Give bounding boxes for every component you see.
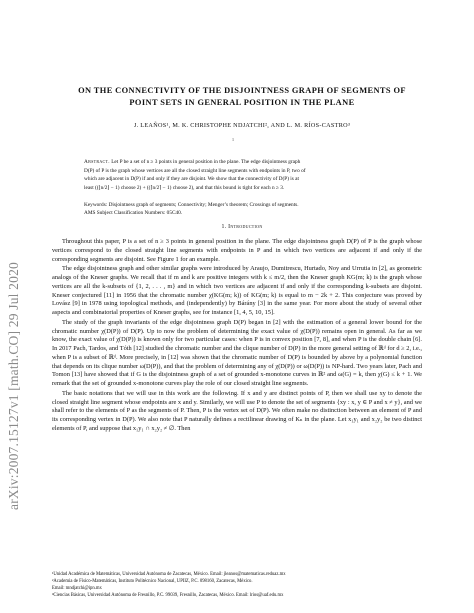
abstract-line-3: which are adjacent in D(P) if and only if they are disjoint. We show that the connectivity of D(P) is at bbox=[84, 176, 299, 183]
arxiv-identifier bbox=[6, 40, 20, 510]
abstract-line-2: D(P) of P is the graph whose vertices are all the closed straight line segments with endpoints in P, two of bbox=[84, 167, 306, 174]
abstract-line-1: Let P be a set of n ≥ 3 points in general position in the plane. The edge disjointness graph bbox=[111, 159, 301, 165]
title-line-2: POINT SETS IN GENERAL POSITION IN THE PLANE bbox=[129, 98, 355, 107]
paragraph-4: The basic notations that we will use in this work are the following. If x and y are distinct points of P, then we shall use xy to denote the closed straight line segment whose endpoints are x and y. Similarly, we will use P to denote the set of segments {xy : x, y ∈ P and x ≠ y}, and we shall refer to the elements of P as the segments of P. Then, P is the vertex set of D(P). We often make no distinction between an element of P and its corresponding vertex in D(P). We also note that P naturally defines a rectilinear drawing of Kₙ in the plane. Let x₁y₁ and x₂y₂ be two distinct elements of P, and suppose that x₁y₁ ∩ x₂y₂ ≠ ∅. Then bbox=[52, 389, 422, 432]
footnote-2: ²Academia de Físico-Matemáticas, Instituto Politécnico Nacional, UPIIZ, P.C. 098160, Zacatecas, México. bbox=[52, 579, 253, 584]
paragraph-3: The study of the graph invariants of the edge disjointness graph D(P) began in [2] with the estimation of a general lower bound for the chromatic number χ(D(P)) of D(P). Up to now the problem of determining the exact value of χ(D(P)) remains open in general. As far as we know, the exact value of χ(D(P)) is known only for two particular cases: when P is in convex position [7, 8], and when P is the double chain [6]. In 2017 Pach, Tardos, and Tóth [12] studied the chromatic number and the clique number of D(P) in the more general setting of ℝᵈ for d ≥ 2, i.e., when P is a subset of ℝᵈ. More precisely, in [12] was shown that the chromatic number of D(P) is bounded by above by a polynomial function that depends on its clique number ω(D(P)), and that the problem of determining any of χ(D(P)) or ω(D(P)) is NP-hard. Two years later, Pach and Tomon [13] have showed that if G is the disjointness graph of a set of grounded x-monotone curves in ℝ² and ω(G) = k, then χ(G) ≤ k + 1. We remark that the set of grounded x-monotone curves play the role of our closed straight line segments. bbox=[52, 318, 422, 387]
author-footnote-mark: 1 bbox=[232, 137, 234, 142]
arxiv-identifier-text: arXiv:2007.15127v1 [math.CO] 29 Jul 2020 bbox=[6, 262, 21, 510]
footnote-2-email: Email: mndjatchi@ipn.mx bbox=[52, 586, 102, 591]
footnotes bbox=[52, 571, 422, 599]
paragraph-1: Throughout this paper, P is a set of n ≥ 3 points in general position in the plane. The edge disjointness graph D(P) of P is the graph whose vertices correspond to the closed straight line segments with endpoints in P and in which two vertices are adjacent if and only if the corresponding segments are disjoint. See Figure 1 for an example. bbox=[52, 238, 422, 263]
abstract bbox=[84, 158, 404, 192]
paper-title bbox=[52, 85, 432, 109]
abstract-line-4: least ((⌊n/2⌋ − 1) choose 2) + ((⌈n/2⌉ − 1) choose 2), and that this bound is tight for each n ≥ 3. bbox=[84, 184, 285, 191]
title-line-1: ON THE CONNECTIVITY OF THE DISJOINTNESS GRAPH OF SEGMENTS OF bbox=[78, 86, 406, 95]
ams-classification: AMS Subject Classification Numbers: 05C40. bbox=[84, 210, 183, 216]
footnote-1: ¹Unidad Académica de Matemáticas, Universidad Autónoma de Zacatecas, México. Email: jleanos@matematicas.reduaz.mx bbox=[52, 572, 286, 577]
section-heading: 1. Introduction bbox=[221, 224, 263, 230]
author-list: J. LEAÑOS¹, M. K. CHRISTOPHE NDJATCHI², AND L. M. RÍOS-CASTRO³ bbox=[133, 122, 351, 129]
keywords: Keywords: Disjointness graph of segments; Connectivity; Menger’s theorem; Crossings of segments. bbox=[84, 202, 299, 208]
body-text bbox=[52, 238, 422, 435]
paragraph-2: The edge disjointness graph and other similar graphs were introduced by Araujo, Dumitrescu, Hurtado, Noy and Urrutia in [2], as geometric analogs of the Kneser graphs. We recall that if m and k are positive integers with k ≤ m/2, then the Kneser graph KG(m; k) is the graph whose vertices are all the k-subsets of {1, 2, . . . , m} and in which two vertices are adjacent if and only if the corresponding k-subsets are disjoint. Kneser conjectured [11] in 1956 that the chromatic number χ(KG(m; k)) of KG(m; k) is equal to m − 2k + 2. This conjecture was proved by Lovász [9] in 1978 using topological methods, and (independently) by Bárány [3] in the same year. For more about the study of several other aspects and combinatorial properties of Kneser graphs, see for instance [1, 4, 5, 10, 15]. bbox=[52, 265, 422, 316]
footnote-3: ³Ciencias Básicas, Universidad Autónoma de Fresnillo, P.C. 99039, Fresnillo, Zacatecas, México. Email: lrios@uaf.edu.mx bbox=[52, 593, 284, 598]
abstract-heading: Abstract. bbox=[84, 159, 110, 165]
